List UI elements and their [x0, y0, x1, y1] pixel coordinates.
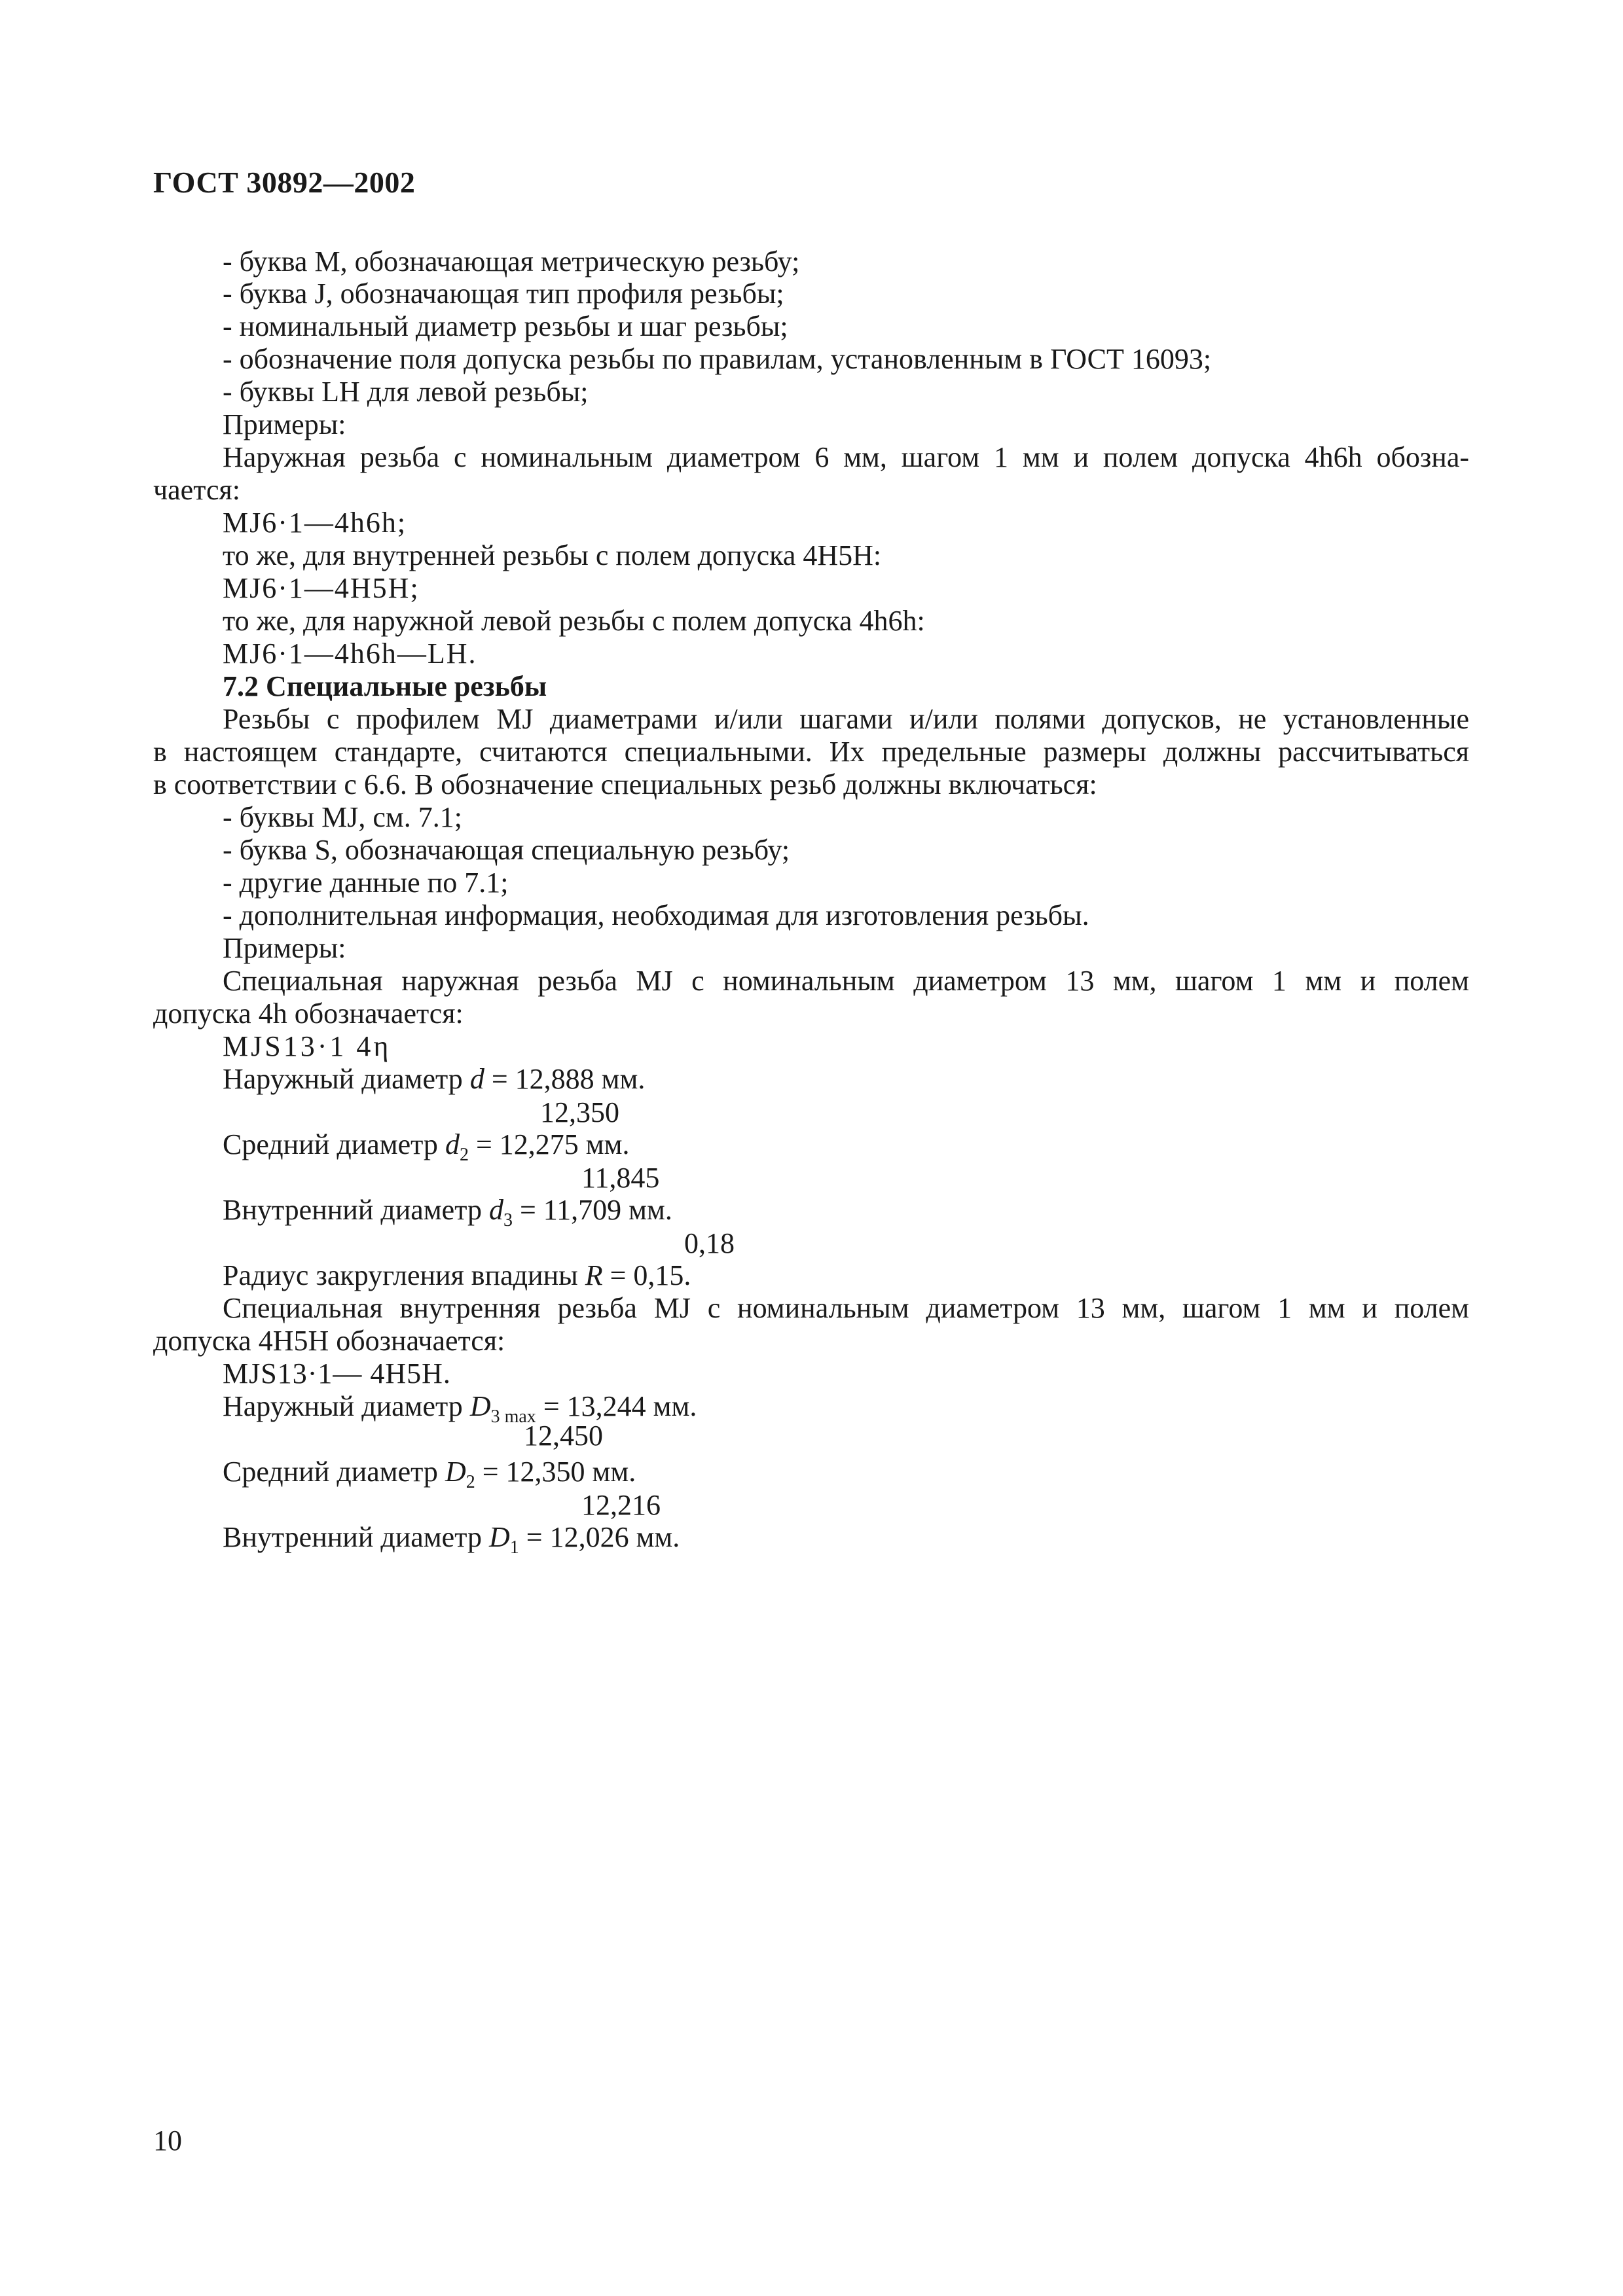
paragraph-line: в настоящем стандарте, считаются специальными. Их предельные размеры должны рассчитываться: [153, 736, 1469, 768]
examples-label: Примеры:: [223, 408, 346, 440]
outer-diameter-line: Наружный диаметр $D_{3 max} = 13,244$ мм.: [223, 1390, 697, 1427]
inner-diameter-line: Внутренний диаметр $d_3 = 11,709$ мм.: [223, 1194, 672, 1230]
paragraph-line: Специальная наружная резьба MJ с номинальным диаметром 13 мм, шагом 1 мм и полем: [223, 965, 1469, 997]
pitch-diameter-line: Средний диаметр $D_2 = 12,350$ мм.: [223, 1456, 636, 1492]
tolerance-value: 11,845: [581, 1162, 660, 1194]
list-item: - дополнительная информация, необходимая для изготовления резьбы.: [223, 899, 1089, 931]
list-item: - обозначение поля допуска резьбы по правилам, установленным в ГОСТ 16093;: [223, 343, 1212, 375]
list-item: - буква S, обозначающая специальную резьбу;: [223, 834, 790, 866]
paragraph-line: Резьбы с профилем MJ диаметрами и/или шагами и/или полями допусков, не установленные: [223, 703, 1469, 735]
paragraph-line: допуска 4h обозначается:: [153, 997, 464, 1030]
designation-example: MJ6·1—4H5H;: [223, 572, 420, 604]
examples-label: Примеры:: [223, 932, 346, 964]
list-item: - буквы MJ, см. 7.1;: [223, 801, 462, 833]
list-item: - буквы LH для левой резьбы;: [223, 376, 589, 408]
paragraph-line: Наружная резьба с номинальным диаметром 6 мм, шагом 1 мм и полем допуска 4h6h обозна-: [223, 441, 1469, 473]
designation-example: MJ6·1—4h6h;: [223, 507, 407, 539]
paragraph-line: то же, для внутренней резьбы с полем допуска 4Н5Н:: [223, 539, 882, 571]
paragraph-line: допуска 4Н5Н обозначается:: [153, 1325, 505, 1357]
tolerance-value: 12,450: [524, 1420, 603, 1452]
list-item: - номинальный диаметр резьбы и шаг резьбы;: [223, 310, 788, 342]
designation-example: MJS13·1— 4H5H.: [223, 1357, 451, 1390]
section-heading: 7.2 Специальные резьбы: [223, 670, 547, 702]
root-radius-line: Радиус закругления впадины R = 0,15.: [223, 1259, 691, 1291]
paragraph-line: Специальная внутренняя резьба MJ с номинальным диаметром 13 мм, шагом 1 мм и полем: [223, 1292, 1469, 1324]
paragraph-line: то же, для наружной левой резьбы с полем допуска 4h6h:: [223, 605, 925, 637]
paragraph-line: в соответствии с 6.6. В обозначение специальных резьб должны включаться:: [153, 768, 1097, 800]
tolerance-value: 12,350: [540, 1096, 619, 1128]
document-header: ГОСТ 30892—2002: [153, 166, 416, 199]
list-item: - буква М, обозначающая метрическую резьбу;: [223, 245, 800, 278]
inner-diameter-line: Внутренний диаметр $D_1 = 12,026$ мм.: [223, 1521, 680, 1558]
outer-diameter-line: Наружный диаметр d = 12,888 мм.: [223, 1063, 646, 1095]
pitch-diameter-line: Средний диаметр $d_2 = 12,275$ мм.: [223, 1128, 630, 1165]
page-number: 10: [153, 2125, 182, 2157]
designation-example: MJ6·1—4h6h—LH.: [223, 637, 477, 670]
list-item: - буква J, обозначающая тип профиля резьбы;: [223, 278, 784, 310]
list-item: - другие данные по 7.1;: [223, 867, 509, 899]
designation-example: MJS13·1 4η: [223, 1030, 392, 1062]
tolerance-value: 12,216: [581, 1489, 661, 1521]
paragraph-line: чается:: [153, 474, 240, 506]
tolerance-value: 0,18: [684, 1227, 735, 1259]
